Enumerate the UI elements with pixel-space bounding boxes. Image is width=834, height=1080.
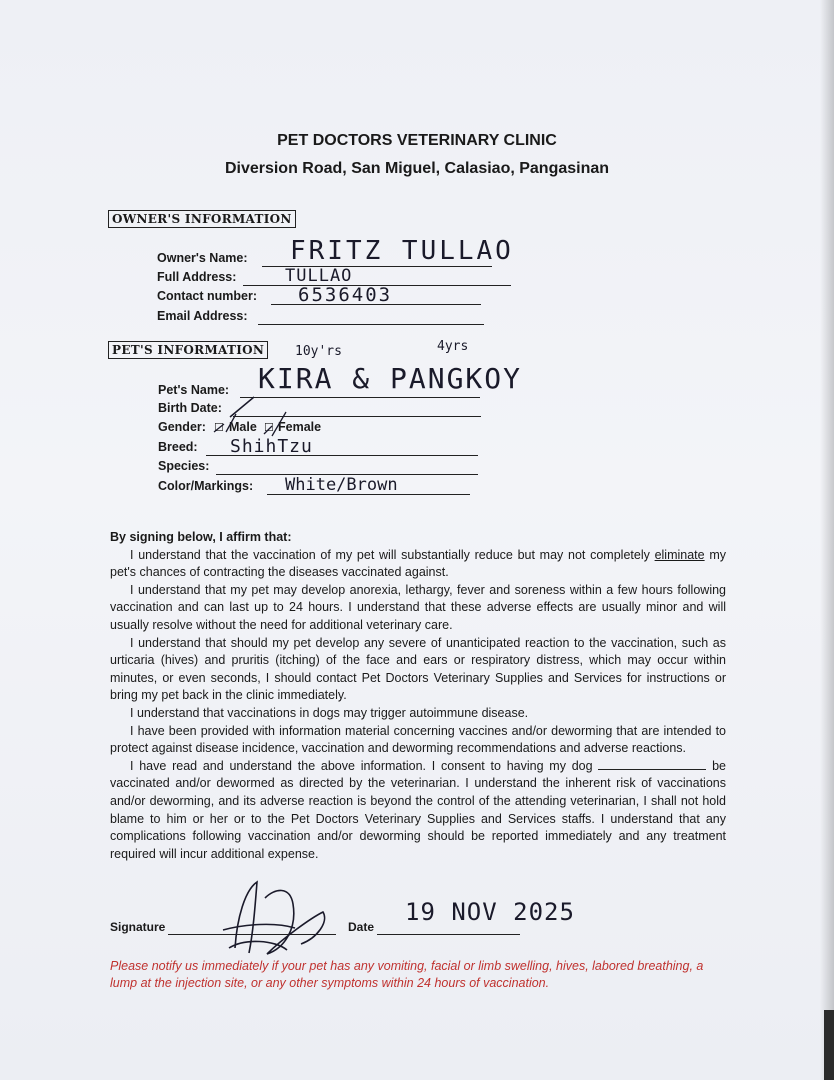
dog-name-blank[interactable]	[598, 759, 706, 770]
pets-name-line	[240, 397, 480, 398]
color-markings-label: Color/Markings:	[158, 479, 254, 493]
affirmation-paragraph-6	[110, 758, 726, 864]
birth-date-label: Birth Date:	[158, 401, 222, 415]
date-label: Date	[348, 920, 375, 934]
contact-number-value[interactable]: 6536403	[298, 284, 393, 306]
p6-text-b: be vaccinated and/or dewormed as directed by the veterinarian. I understand the inherent risk of vaccinations and/or deworming, and its adverse reaction is beyond the control of the attending veterinarian, I shall not hold blame to him or her or to the Pet Doctors Veterinary Supplies and Services staffs. I understand that any complications following vaccination and/or deworming should be reported immediately and any treatment required will incur additional expense.	[110, 758, 726, 861]
breed-label: Breed:	[158, 440, 198, 454]
owners-name-label: Owner's Name:	[157, 251, 248, 265]
p6-text-a: I have read and understand the above information. I consent to having my dog	[130, 758, 599, 773]
signature-label: Signature	[110, 920, 166, 934]
p1-text-a: I understand that the vaccination of my pet will substantially reduce but may not completely	[130, 547, 655, 562]
affirmation-intro: By signing below, I affirm that:	[110, 530, 292, 544]
pets-name-label: Pet's Name:	[158, 383, 230, 397]
owner-section-heading: OWNER'S INFORMATION	[108, 210, 296, 228]
email-address-label: Email Address:	[157, 309, 248, 323]
p1-text-b: my pet's chances of contracting the diseases vaccinated against.	[110, 547, 726, 580]
pet-age-note-2: 4yrs	[437, 339, 469, 354]
affirmation-paragraph-5: I have been provided with information material concerning vaccines and/or deworming that are intended to protect against disease incidence, vaccination and deworming recommendations and adverse reactions.	[110, 723, 726, 756]
p1-underlined-word: eliminate	[654, 547, 705, 562]
affirmation-paragraph-1	[110, 547, 726, 582]
gender-label: Gender:	[158, 420, 206, 434]
signature-scribble[interactable]	[205, 878, 335, 958]
breed-value[interactable]: ShihTzu	[230, 436, 313, 457]
date-value[interactable]: 19 NOV 2025	[405, 898, 575, 926]
pet-section-heading: PET'S INFORMATION	[108, 341, 268, 359]
male-option-label: Male	[229, 420, 257, 434]
pets-name-value[interactable]: KIRA & PANGKOY	[258, 362, 523, 395]
background-corner	[824, 1010, 834, 1080]
color-markings-value[interactable]: White/Brown	[285, 475, 398, 495]
clinic-name: PET DOCTORS VETERINARY CLINIC	[277, 132, 557, 149]
clinic-address: Diversion Road, San Miguel, Calasiao, Pangasinan	[224, 160, 610, 177]
owners-name-value[interactable]: FRITZ TULLAO	[290, 236, 514, 266]
pet-age-note-1: 10y'rs	[295, 344, 342, 359]
affirmation-paragraph-4: I understand that vaccinations in dogs may trigger autoimmune disease.	[130, 705, 529, 720]
female-checkbox[interactable]: ☐	[264, 422, 274, 434]
contact-number-label: Contact number:	[157, 289, 257, 303]
male-checkbox[interactable]: ☐	[214, 422, 224, 434]
full-address-value[interactable]: TULLAO	[285, 266, 353, 286]
affirmation-text	[110, 529, 726, 863]
species-label: Species:	[158, 459, 210, 473]
email-address-line[interactable]	[258, 324, 484, 325]
affirmation-paragraph-3: I understand that should my pet develop any severe of unanticipated reaction to the vaccination, such as urticaria (hives) and pruritis (itching) of the face and ears or respiratory distress, which may occur within minutes, or even seconds, I should contact Pet Doctors Veterinary Supplies and Services for instructions or bring my pet back in the clinic immediately.	[110, 635, 726, 703]
affirmation-paragraph-2: I understand that my pet may develop anorexia, lethargy, fever and soreness within a few hours following vaccination and can last up to 24 hours. I understand that these adverse effects are usually minor and will usually resolve without the need for additional veterinary care.	[110, 582, 726, 632]
post-vaccination-notice: Please notify us immediately if your pet has any vomiting, facial or limb swelling, hives, labored breathing, a lump at the injection site, or any other symptoms within 24 hours of vaccination.	[110, 959, 704, 990]
full-address-label: Full Address:	[157, 270, 237, 284]
date-line	[377, 934, 520, 935]
female-option-label: Female	[278, 420, 322, 434]
